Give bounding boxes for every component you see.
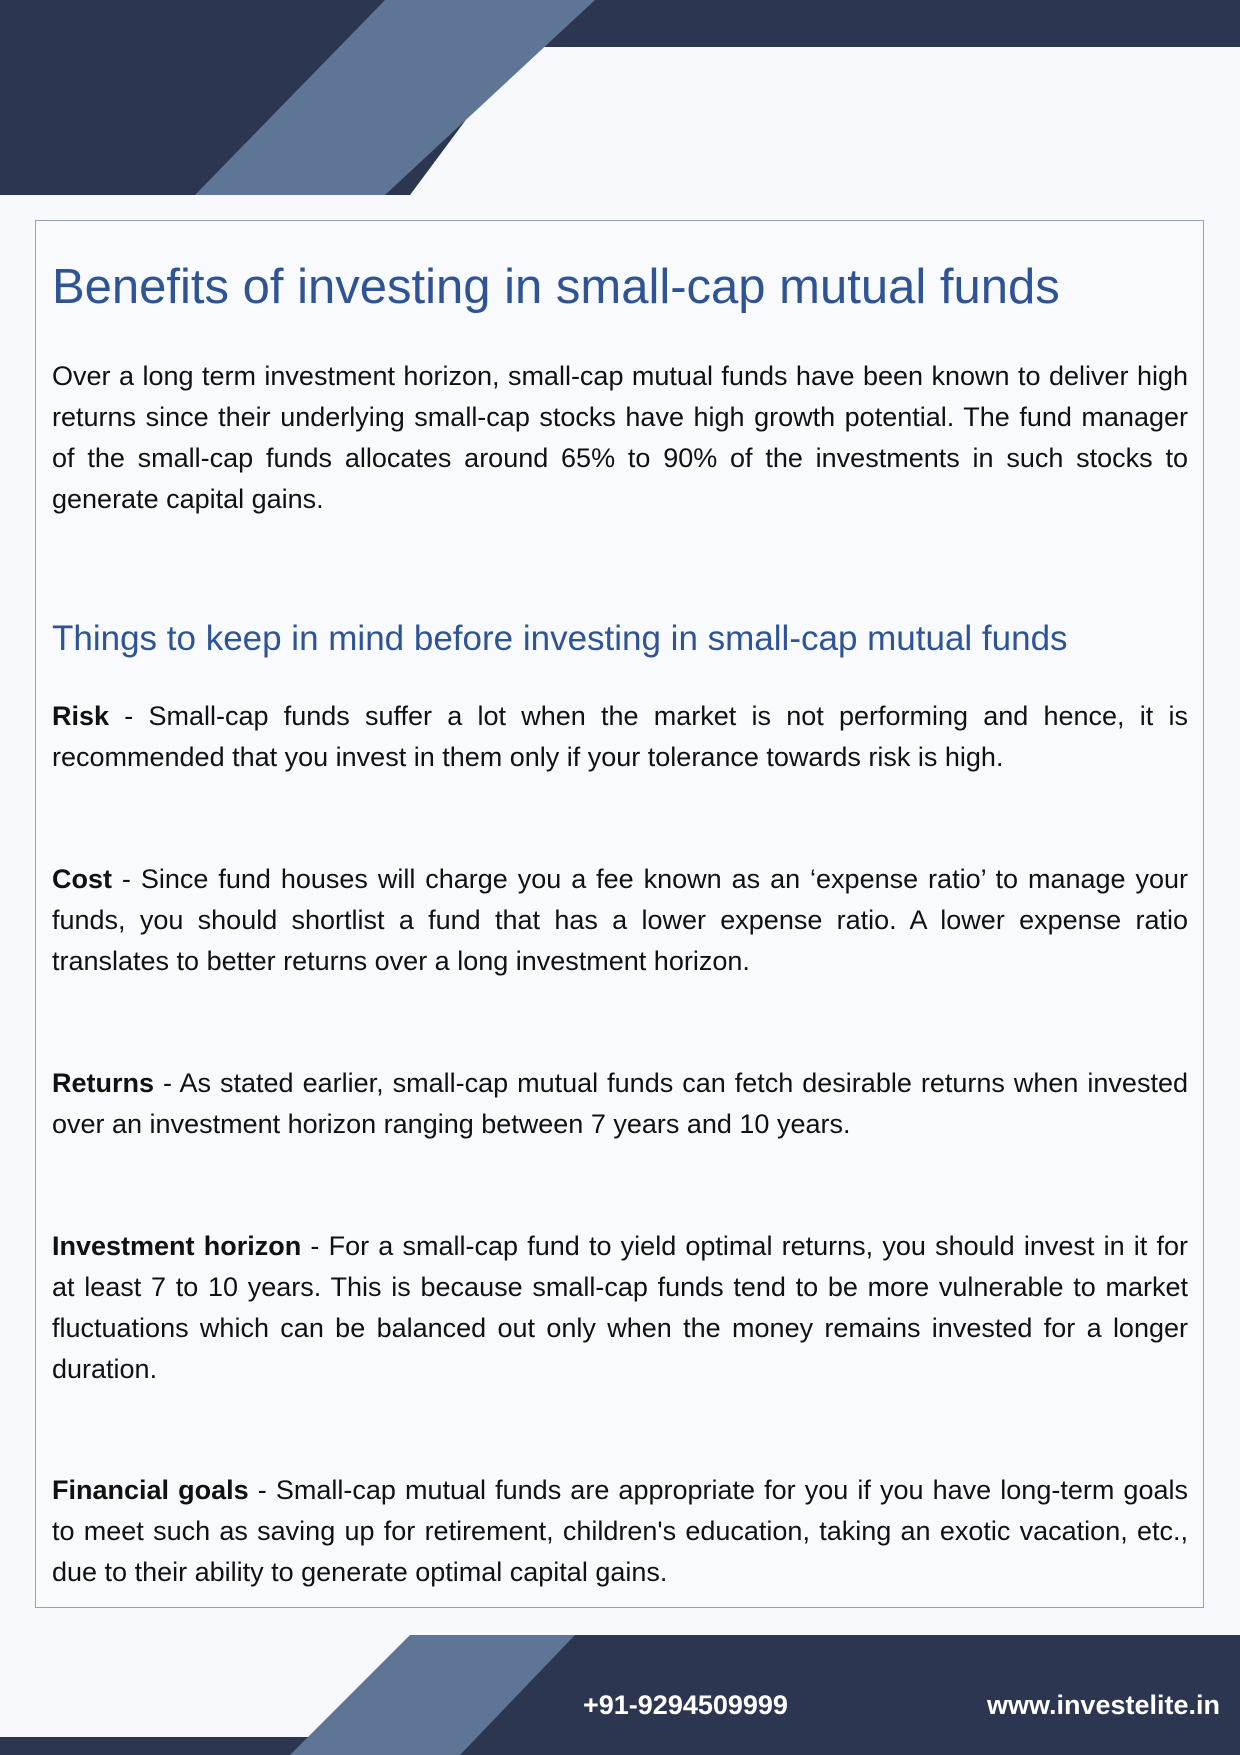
investment-horizon-item	[52, 1226, 1188, 1390]
investment-horizon-text: - For a small-cap fund to yield optimal returns, you should invest in it for at least 7 to 10 years. This is because small-cap funds tend to be more vulnerable to market fluctuations which can be balanced out only when the money remains invested for a longer duration.	[52, 1231, 1188, 1384]
top-dark-band	[0, 0, 1240, 195]
investment-horizon-term: Investment horizon	[52, 1231, 302, 1261]
cost-item	[52, 859, 1188, 982]
risk-text: - Small-cap funds suffer a lot when the market is not performing and hence, it is recommended that you invest in them only if your tolerance towards risk is high.	[52, 701, 1188, 772]
returns-term: Returns	[52, 1068, 155, 1098]
financial-goals-term: Financial goals	[52, 1475, 249, 1505]
financial-goals-text: - Small-cap mutual funds are appropriate for you if you have long-term goals to meet such as saving up for retirement, children's education, taking an exotic vacation, etc., due to their ability to generate optimal capital gains.	[52, 1475, 1188, 1587]
financial-goals-item	[52, 1470, 1188, 1593]
content-box	[35, 220, 1204, 1608]
risk-term: Risk	[52, 701, 110, 731]
returns-item	[52, 1063, 1188, 1145]
footer-phone[interactable]: +91-9294509999	[583, 1690, 788, 1720]
returns-text: - As stated earlier, small-cap mutual funds can fetch desirable returns when invested over an investment horizon ranging between 7 years and 10 years.	[52, 1068, 1188, 1139]
intro-paragraph: Over a long term investment horizon, small-cap mutual funds have been known to deliver high returns since their underlying small-cap stocks have high growth potential. The fund manager of the small-cap funds allocates around 65% to 90% of the investments in such stocks to generate capital gains.	[52, 361, 1188, 514]
risk-item	[52, 696, 1188, 778]
page-title: Benefits of investing in small-cap mutual funds	[52, 260, 1060, 314]
footer-website[interactable]: www.investelite.in	[986, 1690, 1220, 1720]
cost-term: Cost	[52, 864, 112, 894]
section-title: Things to keep in mind before investing in small-cap mutual funds	[52, 619, 1068, 658]
cost-text: - Since fund houses will charge you a fee known as an ‘expense ratio’ to manage your funds, you should shortlist a fund that has a lower expense ratio. A lower expense ratio translates to better returns over a long investment horizon.	[52, 864, 1188, 976]
